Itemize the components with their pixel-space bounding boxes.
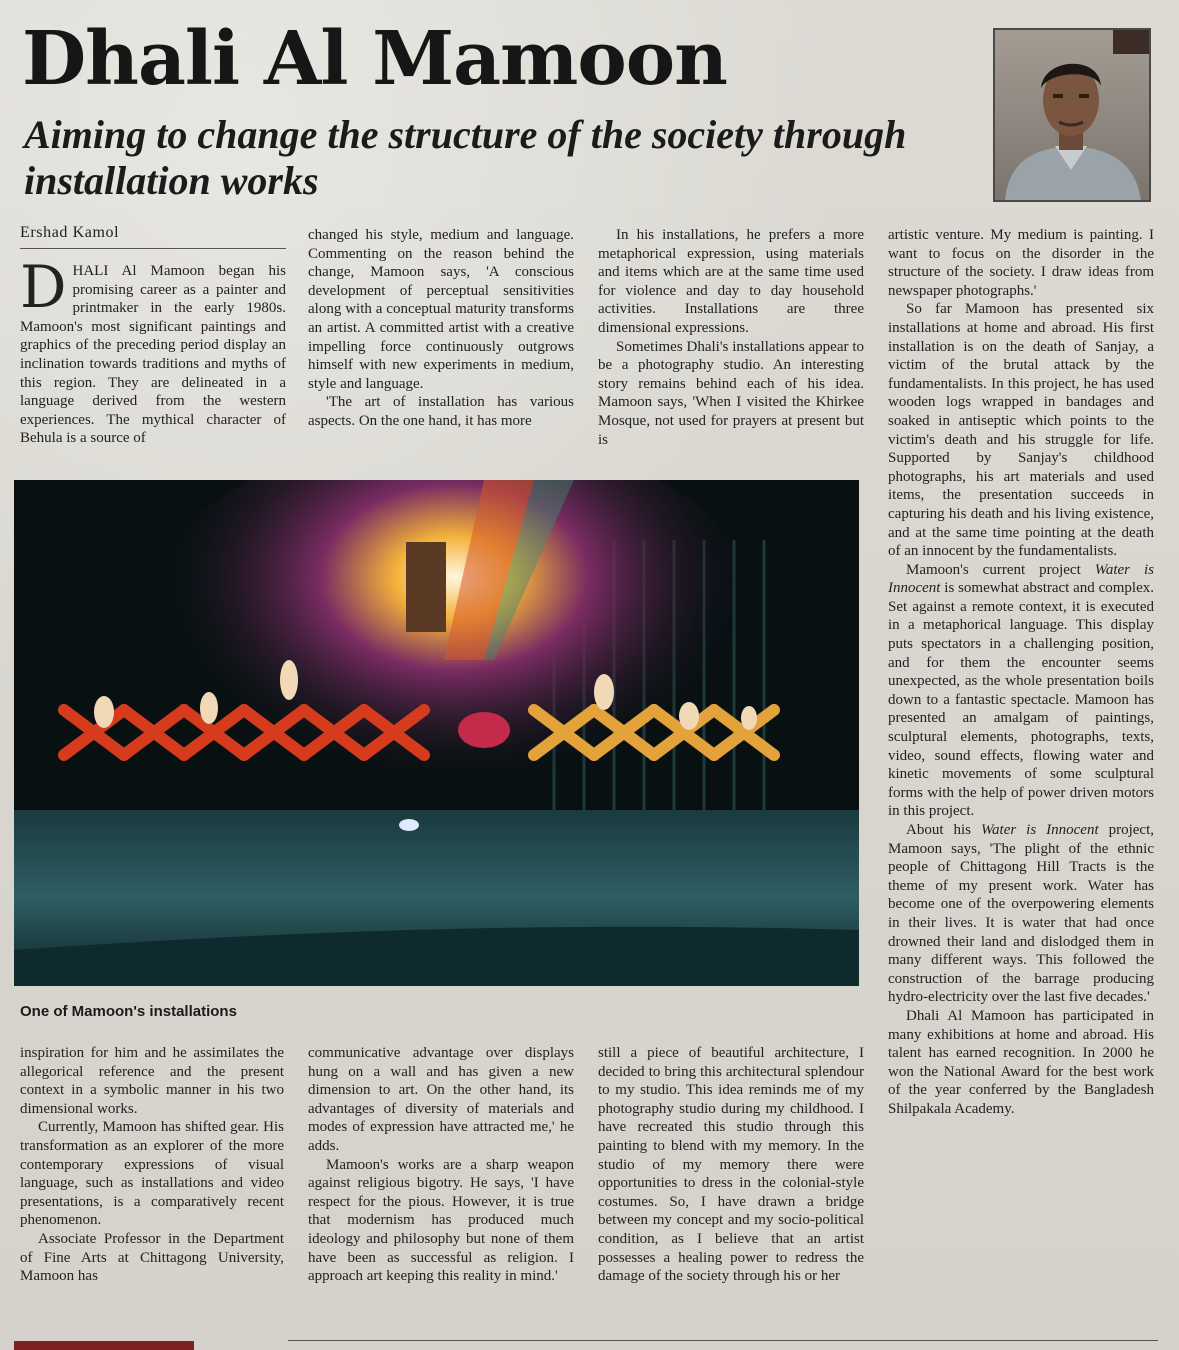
subheadline: Aiming to change the structure of the society through installation works	[24, 112, 907, 203]
paragraph: artistic venture. My medium is painting. I want to focus on the disorder in the structure of the society. I draw ideas from newspaper photographs.'	[888, 227, 1154, 299]
installation-photo	[14, 480, 859, 986]
paragraph: So far Mamoon has presented six installations at home and abroad. His first installation is on the death of Sanjay, a victim of the brutal attack by the fundamentalists. In this project, he has used wooden logs wrapped in bandages and soaked in antiseptic which points to the victim's death and his struggle for life. Supported by Sanjay's childhood photographs, his art materials and used items, the presentation succeeds in capturing his death and his living existence, and at the same time pointing at the death of an innocent by the fundamentalists.	[888, 301, 1154, 560]
paragraph: still a piece of beautiful architecture, I decided to bring this architectural splendour to my studio. This idea reminds me of my photography studio during my childhood. I have recreated this studio through this painting to blend with my memory. In the studio of my memory there were opportunities to dress in the colonial-style costumes. So, I have drawn a bridge between my concept and my socio-political condition, as I believe that an artist possesses a healing power to redress the damage of the society through his or her	[598, 1045, 864, 1285]
paragraph: Associate Professor in the Department of Fine Arts at Chittagong University, Mamoon has	[20, 1230, 284, 1285]
paragraph: 'The art of installation has various aspects. On the one hand, it has more	[308, 394, 574, 429]
paragraph: Currently, Mamoon has shifted gear. His transformation as an explorer of the more contemporary expressions of visual language, such as installations and video presentations, is a comparatively recent phenomenon.	[20, 1119, 284, 1229]
text-run: Mamoon's current project	[906, 561, 1095, 578]
lead-paragraph-text: HALI Al Mamoon began his promising career as a painter and printmaker in the early 1980s. Mamoon's most significant paintings and graphics of the preceding period display an inclination towards traditions and myths of this region. They are delineated in a language derived from the western experiences. The mythical character of Behula is a source of	[20, 263, 286, 447]
dropcap: D	[20, 253, 67, 321]
text-run: is somewhat abstract and complex. Set against a remote context, it is executed in a metaphorical language. This display puts spectators in a challenging position, and for them the encounter seems unexpected, as the whole presentation boils down to a fantastic spectacle. Mamoon has presented an amalgam of paintings, sculptural elements, photographs, texts, video, sound effects, flowing water and kinetic movements of some sculptural forms with the help of power driven motors in this project.	[888, 580, 1154, 820]
column-2-top	[308, 226, 574, 431]
paragraph	[888, 821, 1154, 1007]
column-1-top	[20, 253, 286, 448]
headline: Dhali Al Mamoon	[22, 16, 727, 102]
column-3-bottom	[598, 1044, 864, 1286]
lead-paragraph	[20, 253, 286, 448]
paragraph: Dhali Al Mamoon has participated in many exhibitions at home and abroad. His talent has earned recognition. In 2000 he won the National Award for the best work of the year conferred by the Bangladesh Shilpakala Academy.	[888, 1007, 1154, 1117]
column-2-bottom	[308, 1044, 574, 1286]
paragraph: Sometimes Dhali's installations appear to be a photography studio. An interesting story remains behind each of his idea. Mamoon says, 'When I visited the Khirkee Mosque, not used for prayers at present but is	[598, 338, 864, 448]
paragraph: communicative advantage over displays hung on a wall and has given a new dimension to art. On the other hand, its advantages of diversity of materials and modes of expression have attracted me,' he adds.	[308, 1045, 574, 1154]
text-run: About his	[906, 822, 981, 838]
portrait-photo	[993, 28, 1151, 202]
column-1-bottom	[20, 1044, 284, 1286]
byline: Ershad Kamol	[20, 224, 286, 249]
column-3-top	[598, 226, 864, 449]
photo-caption: One of Mamoon's installations	[20, 1003, 237, 1020]
paragraph	[888, 561, 1154, 821]
section-accent-bar	[14, 1341, 194, 1350]
paragraph: Mamoon's works are a sharp weapon against religious bigotry. He says, 'I have respect for the pious. However, it is true that modernism has produced much ideology and philosophy but none of them have been as successful as religion. I approach art keeping this reality in mind.'	[308, 1156, 574, 1285]
paragraph: changed his style, medium and language. Commenting on the reason behind the change, Mamoon says, 'A conscious development of perceptual sensitivities along with a conceptual maturity transforms an artist. A committed artist with a creative impelling force continuously outgrows himself with new experiments in medium, style and language.	[308, 227, 574, 392]
paragraph: inspiration for him and he assimilates the allegorical reference and the present context in a symbolic manner in his two dimensional works.	[20, 1045, 284, 1117]
project-title: Water is Innocent	[980, 822, 1099, 838]
installation-illustration	[14, 480, 859, 986]
portrait-illustration	[995, 30, 1149, 200]
project-title: Water is Innocent	[888, 561, 1154, 597]
paragraph: In his installations, he prefers a more metaphorical expression, using materials and items which are at the same time used for violence and day to day household activities. Installations are three dimensional expressions.	[598, 227, 864, 336]
text-run: project, Mamoon says, 'The plight of the ethnic people of Chittagong Hill Tracts is the theme of my present work. Water has become one of the overpowering elements in their lives. It is water that had once drowned their land and dislodged them in many different ways. This followed the construction of the barrage producing hydro-electricity over the last five decades.'	[888, 822, 1154, 1006]
column-4	[888, 226, 1154, 1119]
bottom-rule	[288, 1340, 1158, 1341]
